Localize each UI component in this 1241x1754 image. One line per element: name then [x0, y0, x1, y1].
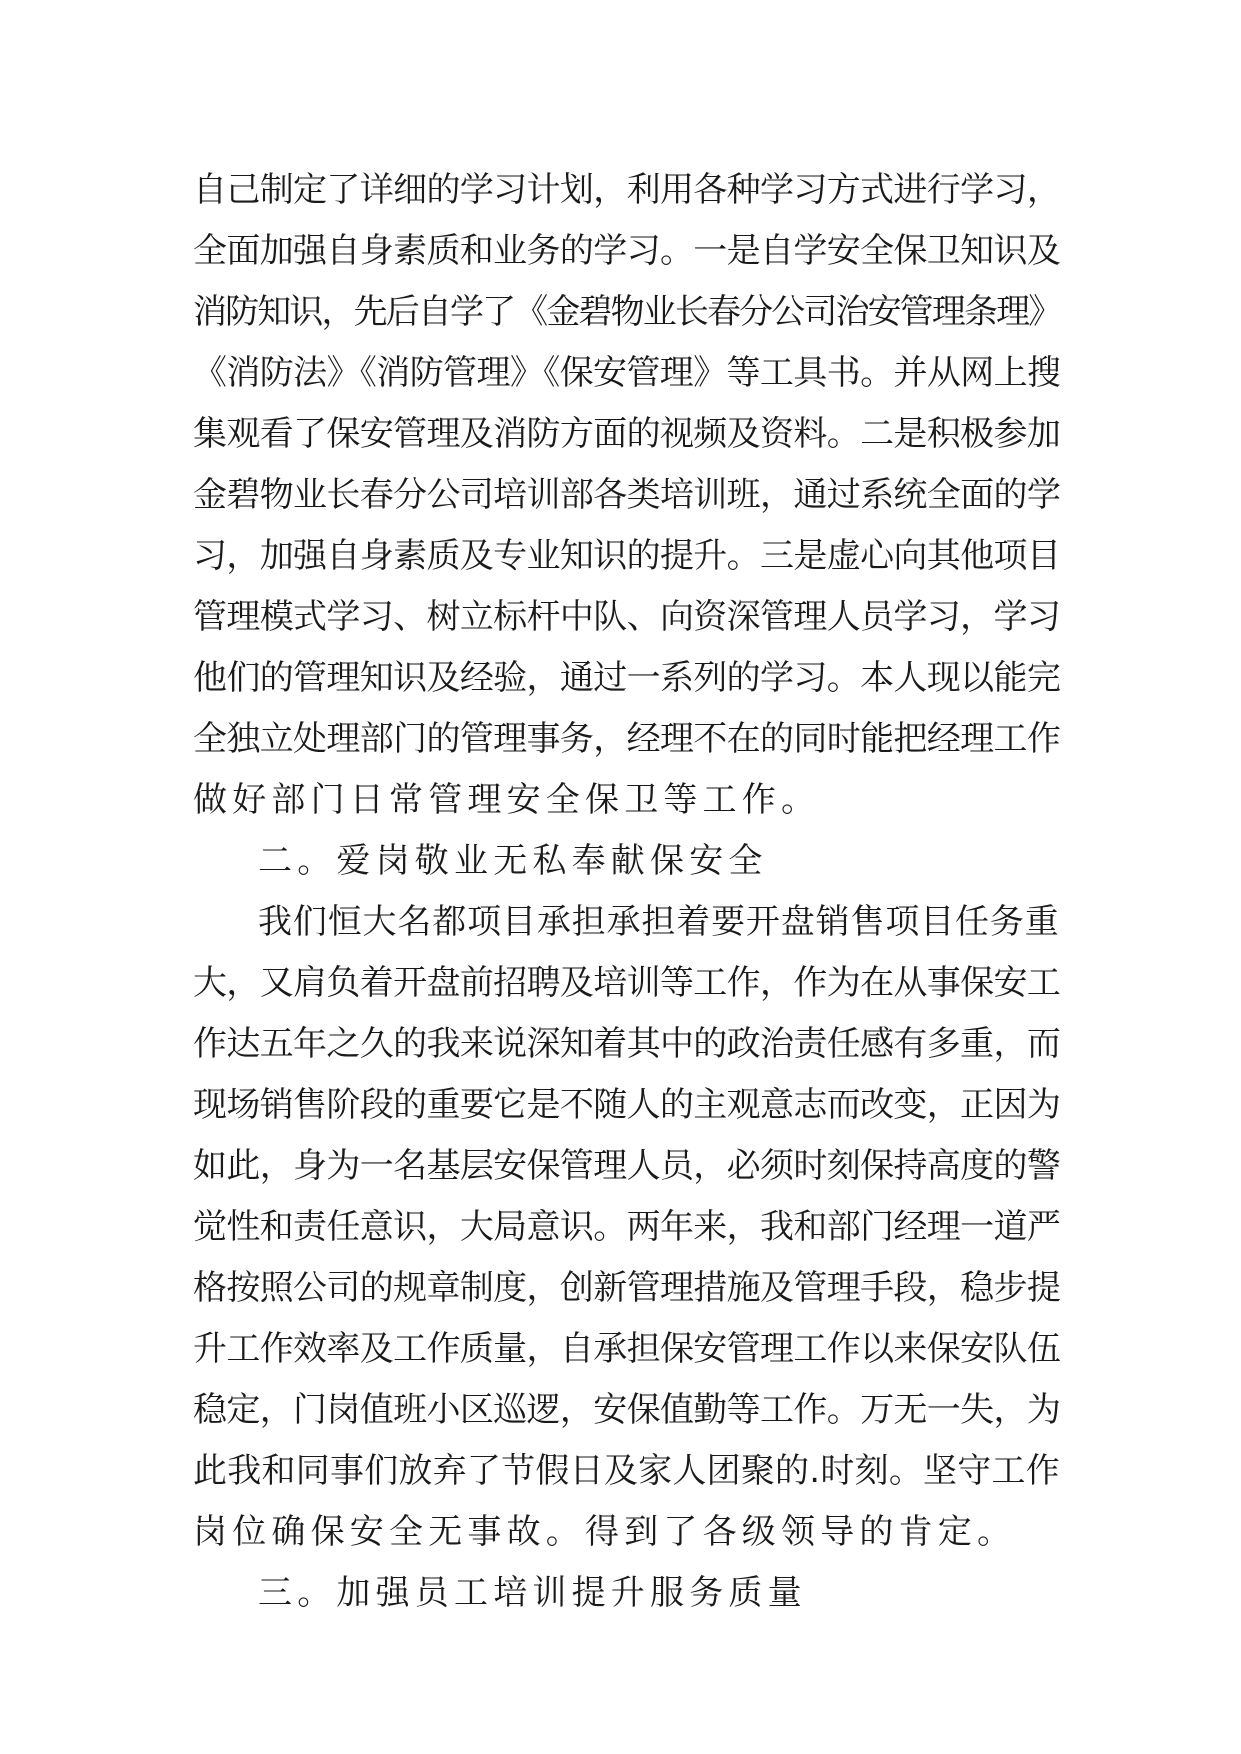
text-line: 消防知识，先后自学了《金碧物业长春分公司治安管理条理》: [193, 292, 1061, 332]
text-line: 觉性和责任意识，大局意识。两年来，我和部门经理一道严: [193, 1207, 1061, 1247]
text-line: 全面加强自身素质和业务的学习。一是自学安全保卫知识及: [193, 231, 1061, 271]
text-line: 此我和同事们放弃了节假日及家人团聚的.时刻。坚守工作: [193, 1451, 1061, 1491]
text-line: 稳定，门岗值班小区巡逻，安保值勤等工作。万无一失，为: [193, 1390, 1061, 1430]
text-line: 全独立处理部门的管理事务，经理不在的同时能把经理工作: [193, 719, 1061, 759]
text-line: 集观看了保安管理及消防方面的视频及资料。二是积极参加: [193, 414, 1061, 454]
text-line: 作达五年之久的我来说深知着其中的政治责任感有多重，而: [193, 1024, 1061, 1064]
text-line: 他们的管理知识及经验，通过一系列的学习。本人现以能完: [193, 658, 1061, 698]
text-line: 大，又肩负着开盘前招聘及培训等工作，作为在从事保安工: [193, 963, 1061, 1003]
section-heading: 三。加强员工培训提升服务质量: [258, 1573, 807, 1613]
text-line: 我们恒大名都项目承担承担着要开盘销售项目任务重: [258, 902, 1060, 942]
text-line: 做好部门日常管理安全保卫等工作。: [193, 780, 821, 820]
text-line: 《消防法》《消防管理》《保安管理》等工具书。并从网上搜: [193, 353, 1061, 393]
text-line: 习，加强自身素质及专业知识的提升。三是虚心向其他项目: [193, 536, 1061, 576]
text-line: 升工作效率及工作质量，自承担保安管理工作以来保安队伍: [193, 1329, 1061, 1369]
text-line: 自己制定了详细的学习计划，利用各种学习方式进行学习，: [193, 170, 1061, 210]
text-line: 格按照公司的规章制度，创新管理措施及管理手段，稳步提: [193, 1268, 1061, 1308]
text-line: 管理模式学习、树立标杆中队、向资深管理人员学习，学习: [193, 597, 1061, 637]
text-line: 现场销售阶段的重要它是不随人的主观意志而改变，正因为: [193, 1085, 1061, 1125]
section-heading: 二。爱岗敬业无私奉献保安全: [258, 841, 768, 881]
text-line: 金碧物业长春分公司培训部各类培训班，通过系统全面的学: [193, 475, 1061, 515]
text-line: 岗位确保安全无事故。得到了各级领导的肯定。: [193, 1512, 1017, 1552]
text-line: 如此，身为一名基层安保管理人员，必须时刻保持高度的警: [193, 1146, 1061, 1186]
